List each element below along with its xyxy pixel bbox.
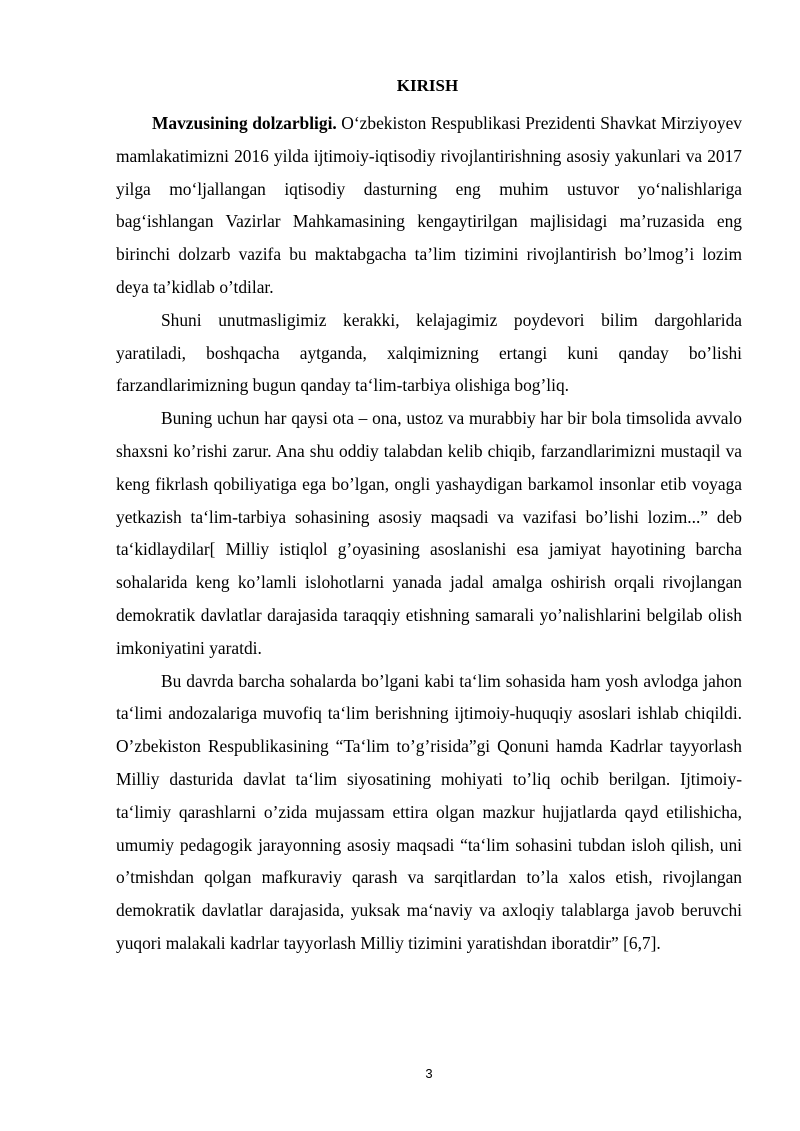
paragraph: Shuni unutmasligimiz kerakki, kelajagimiz poydevori bilim dargohlarida yaratiladi, boshqacha aytganda, xalqimizning ertangi kuni qanday bo’lishi farzandlarimizning bugun qanday ta‘lim-tarbiya olishiga bog’liq. — [116, 309, 742, 396]
paragraph: Bu davrda barcha sohalarda bo’lgani kabi ta‘lim sohasida ham yosh avlodga jahon ta‘limi andozalariga muvofiq ta‘lim berishning ijtimoiy-huquqiy asoslari ishlab chiqildi. O’zbekiston Respublikasining “Ta‘lim to’g’risida”gi Qonuni hamda Kadrlar tayyorlash Milliy dasturida davlat ta‘lim siyosatining mohiyati to’liq ochib berilgan. Ijtimoiy-ta‘limiy qarashlarni o’zida mujassam ettira olgan mazkur hujjatlarda qayd etilishicha, umumiy pedagogik jarayonning asosiy maqsadi “ta‘lim sohasini tubdan isloh qilish, uni o’tmishdan qolgan mafkuraviy qarash va sarqitlardan to’la xalos etish, rivojlangan demokratik davlatlar darajasida, yuksak ma‘naviy va axloqiy talablarga javob beruvchi yuqori malakali kadrlar tayyorlash Milliy tizimini yaratishdan iboratdir” [6,7]. — [116, 670, 742, 953]
paragraph-text: O‘zbekiston Respublikasi Prezidenti Shavkat Mirziyoyev mamlakatimizni 2016 yilda ijtimoiy-iqtisodiy rivojlantirishning asosiy yakunlari va 2017 yilga mo‘ljallangan iqtisodiy dasturning eng muhim ustuvor yo‘nalishlariga bag‘ishlangan Vazirlar Mahkamasining kengaytirilgan majlisidagi ma’ruzasida eng birinchi dolzarb vazifa bu maktabgacha ta’lim tizimini rivojlantirish bo’lmog’i lozim deya ta’kidlab o’tdilar. — [116, 113, 742, 297]
paragraph-relevance — [116, 107, 742, 304]
body-text — [116, 107, 742, 960]
paragraph-lead: Mavzusining dolzarbligi. — [152, 113, 337, 133]
paragraph: Buning uchun har qaysi ota – ona, ustoz va murabbiy har bir bola timsolida avvalo shaxsni ko’rishi zarur. Ana shu oddiy talabdan kelib chiqib, farzandlarimizni mustaqil va keng fikrlash qobiliyatiga ega bo’lgan, ongli yashaydigan barkamol insonlar etib voyaga yetkazish ta‘lim-tarbiya sohasining asosiy maqsadi va vazifasi bo’lishi lozim...” deb ta‘kidlaydilar[ Milliy istiqlol g’oyasining asoslanishi esa jamiyat hayotining barcha sohalarida keng ko’lamli islohotlarni yanada jadal amalga oshirish orqali rivojlangan demokratik davlatlar darajasida taraqqiy etishning samarali yo’nalishlarini belgilab olish imkoniyatini yaratdi. — [116, 408, 742, 658]
page-number: 3 — [425, 1066, 433, 1081]
section-title: KIRISH — [396, 76, 459, 95]
